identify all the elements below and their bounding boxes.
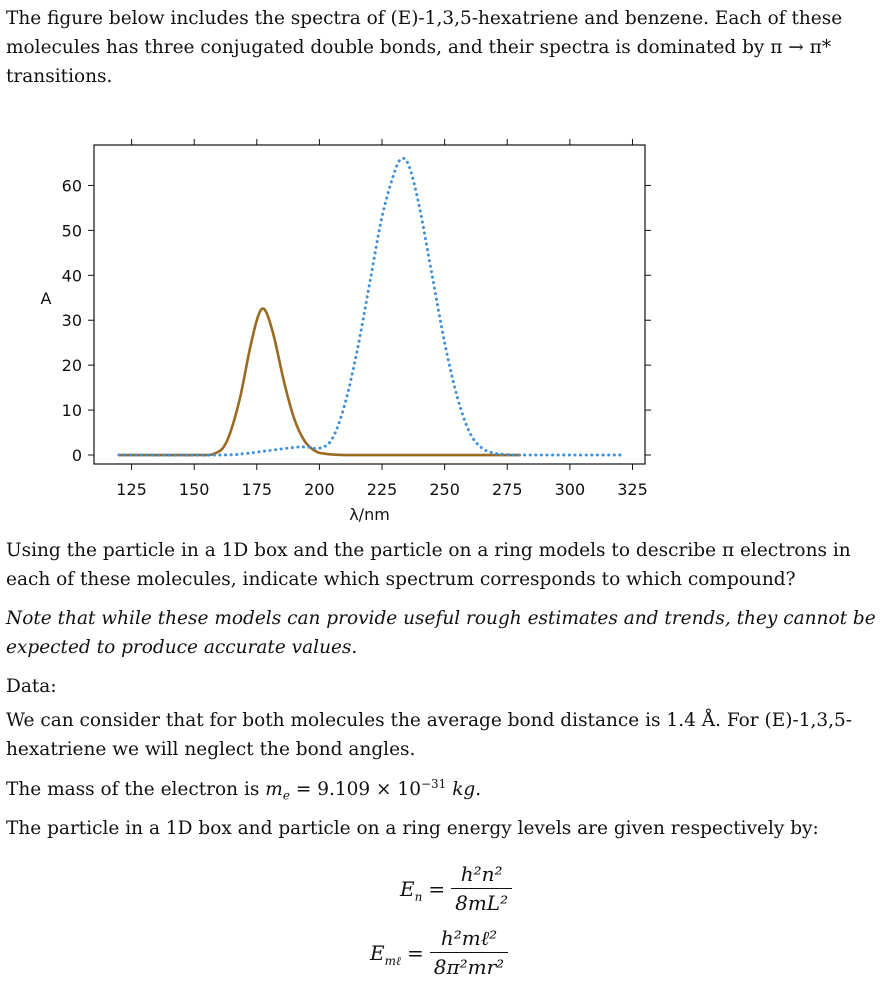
mass-value: = 9.109 × 10 [295, 779, 421, 800]
eq1-denominator: 8mL² [455, 891, 509, 915]
x-tick-label: 150 [178, 480, 210, 499]
eq2-lhs-sub: mℓ [384, 953, 401, 968]
y-tick-label: 40 [61, 266, 82, 286]
note-paragraph: Note that while these models can provide useful rough estimates and trends, they cannot be expected to produce accurate values. [6, 608, 876, 658]
eq1-numerator: h²n² [451, 860, 512, 889]
x-tick-label: 125 [116, 480, 147, 499]
eq1-lhs-sub: n [414, 889, 423, 904]
x-tick-label: 250 [429, 480, 460, 499]
energy-levels-intro: The particle in a 1D box and particle on a ring energy levels are given respectively by: [6, 818, 819, 839]
x-tick-label: 275 [491, 480, 523, 499]
mass-exponent: −31 [420, 776, 447, 791]
series-line-2 [119, 158, 620, 455]
data-heading: Data: [6, 676, 57, 697]
eq2-lhs: E [370, 940, 385, 965]
y-tick-label: 30 [61, 311, 82, 331]
y-tick-label: 20 [61, 356, 82, 376]
question-paragraph: Using the particle in a 1D box and the particle on a ring models to describe π electrons in each of these molecules, indicate which spectrum corresponds to which compound? [6, 540, 851, 590]
mass-symbol: m [265, 779, 283, 800]
series-line-1 [119, 309, 520, 456]
x-tick-label: 175 [241, 480, 273, 499]
electron-mass-line [6, 775, 481, 804]
x-tick-label: 300 [554, 480, 586, 499]
eq2-denominator: 8π²mr² [433, 955, 505, 979]
x-tick-label: 225 [366, 480, 398, 499]
x-tick-label: 325 [617, 480, 648, 499]
intro-paragraph: The figure below includes the spectra of (E)-1,3,5-hexatriene and benzene. Each of these molecules has three conjugated double bonds, and their spectra is dominated by π → π* transitions. [6, 8, 843, 87]
eq2-numerator: h²mℓ² [430, 924, 508, 953]
box-energy-equation: $E_n$ = $\frac{\text{h²n²}}{\text{8mL²}}$ [400, 860, 512, 917]
eq1-lhs: E [400, 876, 415, 901]
mass-prefix: The mass of the electron is [6, 779, 260, 800]
y-tick-label: 0 [71, 446, 82, 466]
x-axis-label: λ/nm [349, 505, 390, 524]
y-axis-label: A [40, 288, 52, 308]
plot-frame [94, 145, 645, 464]
mass-subscript: e [282, 788, 290, 803]
mass-unit: kg. [452, 779, 482, 800]
y-tick-label: 60 [61, 176, 82, 196]
x-tick-label: 200 [304, 480, 335, 499]
ring-energy-equation: $E_{m\ell}$ = $\frac{\text{h²mℓ²}}{\text{8π²mr²}}$ [370, 924, 508, 981]
y-tick-label: 50 [61, 221, 82, 241]
y-tick-label: 10 [61, 401, 82, 421]
bond-distance-paragraph: We can consider that for both molecules the average bond distance is 1.4 Å. For (E)-1,3,5-hexatriene we will neglect the bond angles. [6, 710, 853, 760]
spectra-chart [0, 125, 893, 525]
